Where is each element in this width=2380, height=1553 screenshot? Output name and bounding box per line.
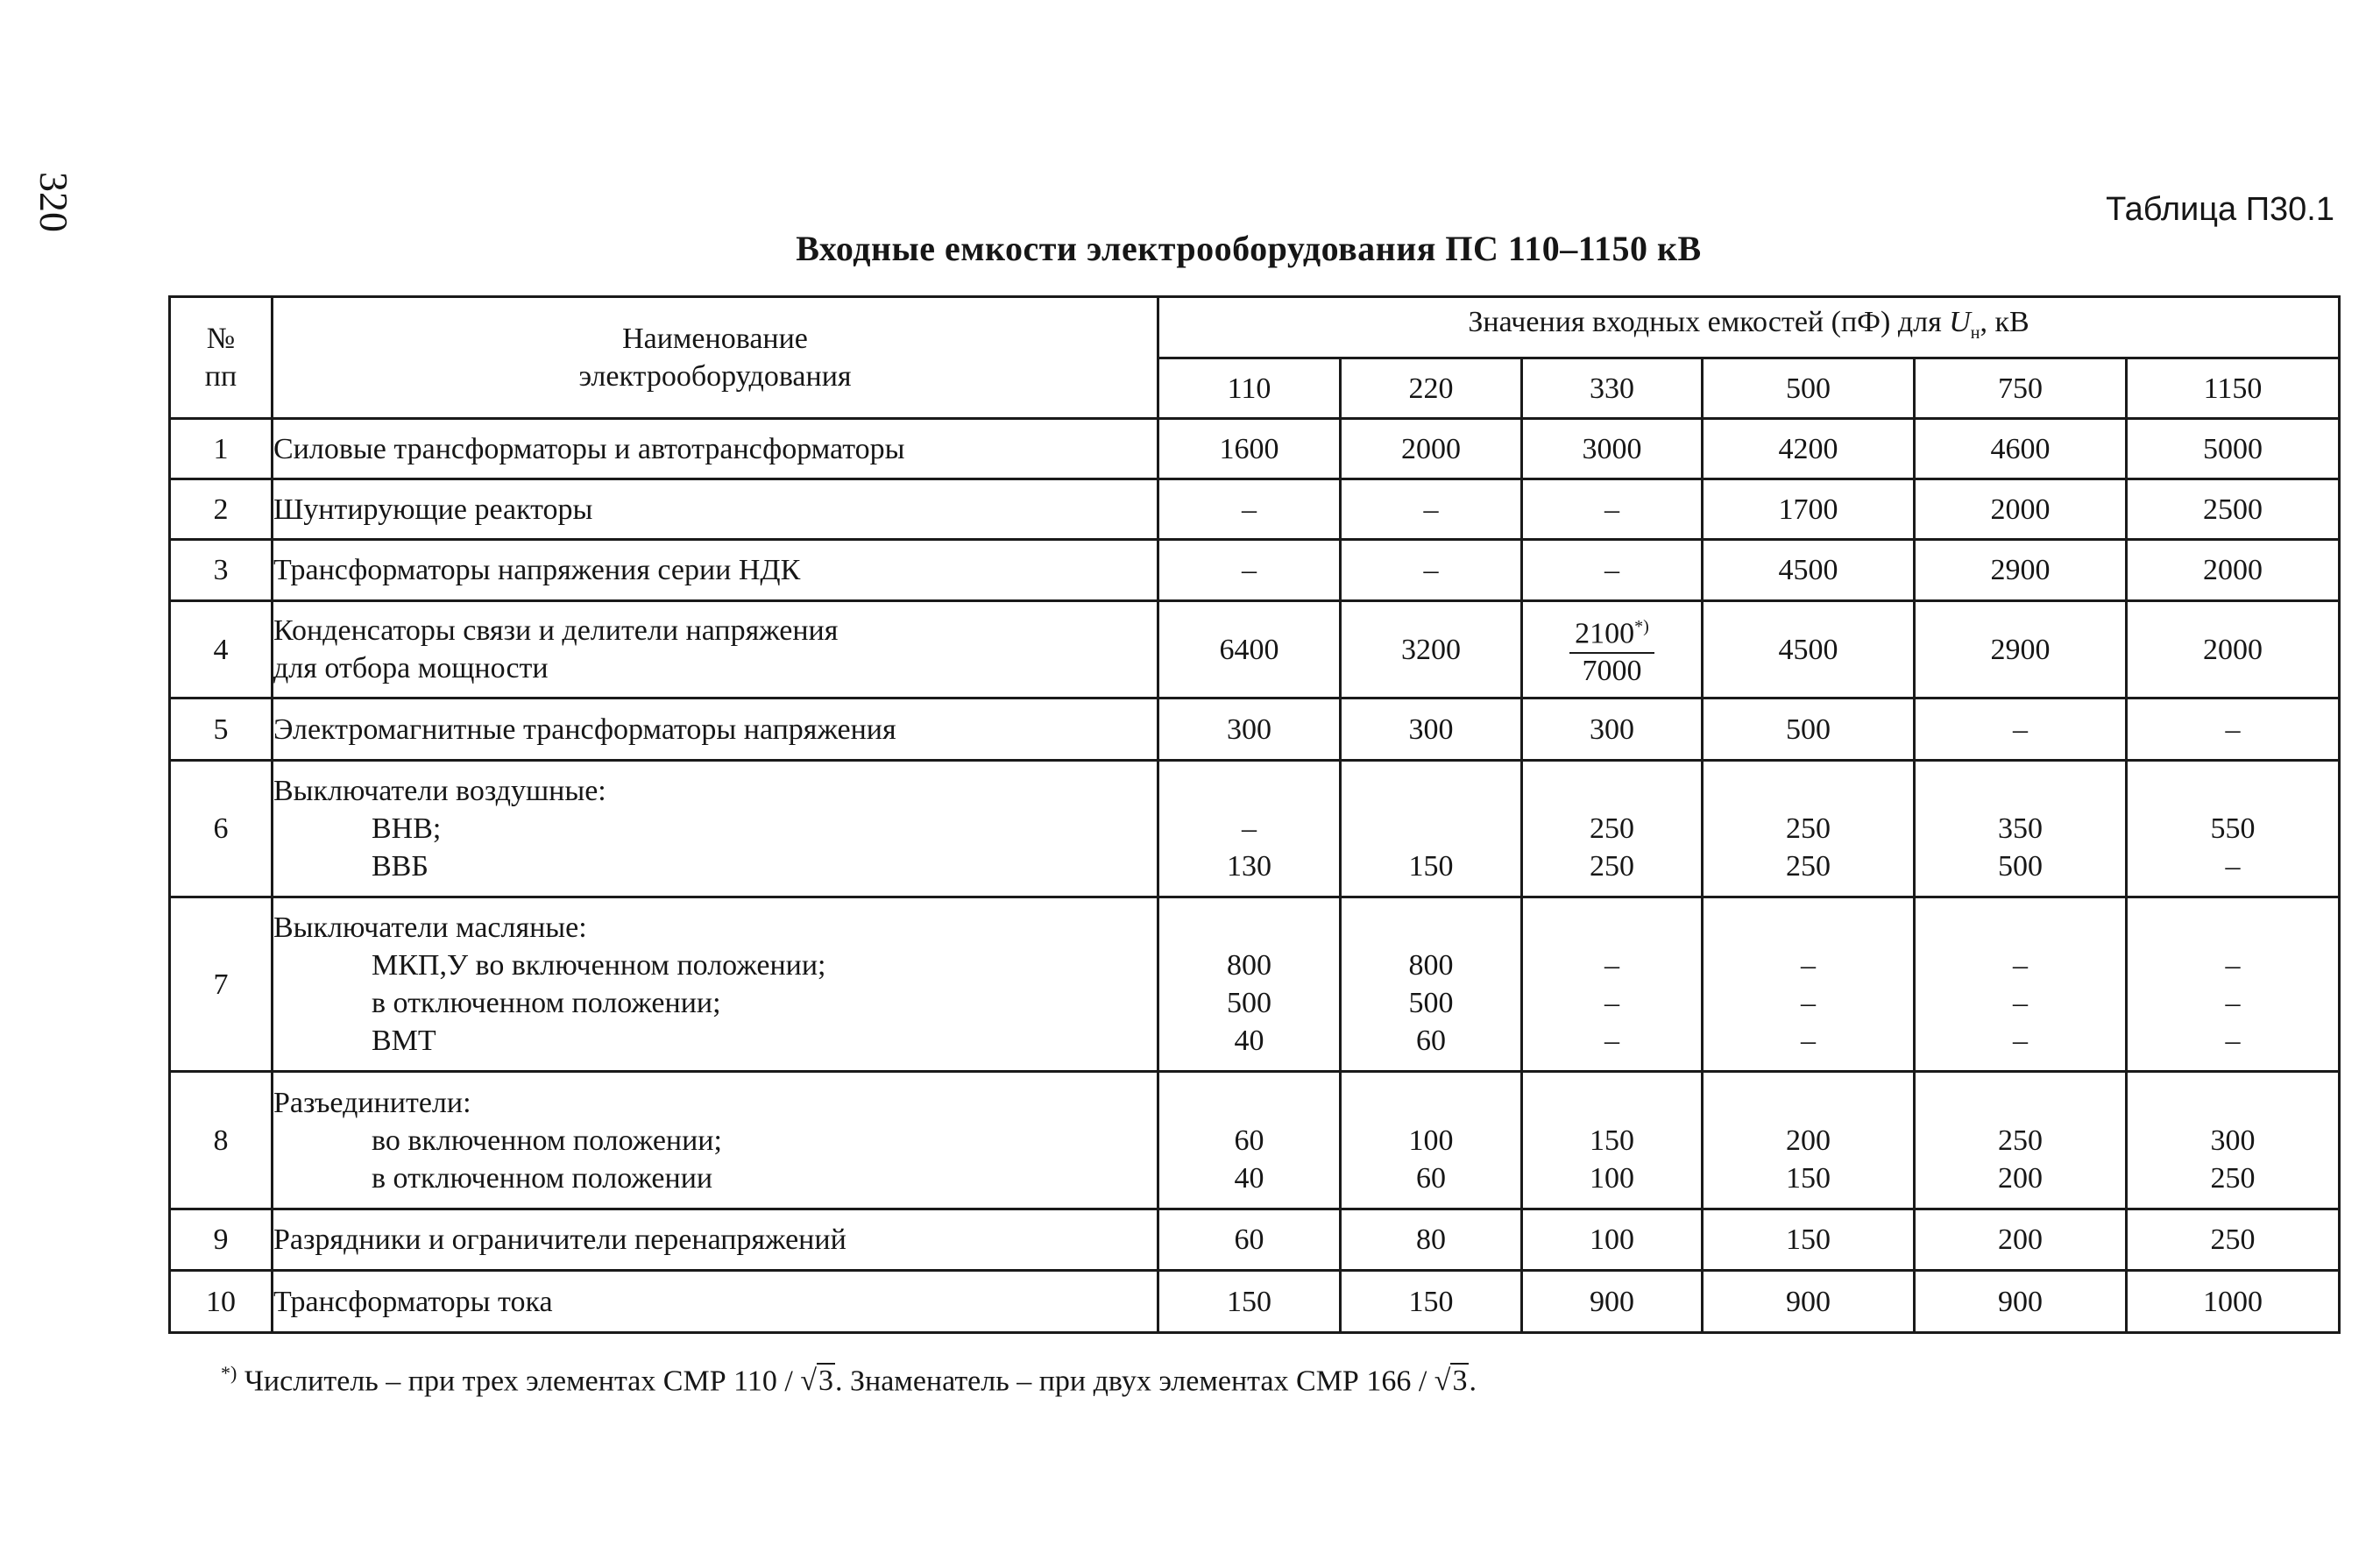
name-line: Электромагнитные трансформаторы напряжения (273, 713, 896, 746)
value-line: – (2225, 850, 2241, 883)
voltage-header: 330 (1522, 358, 1703, 419)
capacitance-value (1158, 761, 1341, 897)
value-line (1523, 909, 1701, 947)
capacitance-value (1522, 419, 1703, 479)
capacitance-value (1522, 540, 1703, 601)
value-line: 500 (1998, 850, 2043, 883)
table-label: Таблица П30.1 (2106, 191, 2334, 228)
name-line: Трансформаторы тока (273, 1285, 553, 1318)
capacitance-value (1341, 761, 1522, 897)
capacitance-value (1341, 601, 1522, 698)
name-line: для отбора мощности (273, 652, 549, 684)
value-line: – (1604, 987, 1619, 1019)
value-line: 6400 (1219, 633, 1279, 666)
value-line: 500 (1227, 987, 1271, 1019)
name-line: Конденсаторы связи и делители напряжения (273, 614, 839, 647)
value-line: 2900 (1990, 633, 2051, 666)
table-row (170, 1209, 2340, 1271)
table-row (170, 419, 2340, 479)
capacitance-value (2127, 419, 2340, 479)
capacitance-value (2127, 761, 2340, 897)
capacitance-value (1522, 601, 1703, 698)
value-line: 1600 (1219, 432, 1279, 465)
equipment-name (273, 419, 1158, 479)
value-line: – (2013, 949, 2028, 982)
equipment-name (273, 1271, 1158, 1333)
capacitance-value (1522, 1072, 1703, 1209)
capacitance-value (1703, 1209, 1915, 1271)
value-line: – (2013, 713, 2028, 746)
value-line: 60 (1234, 1124, 1264, 1157)
value-line: 900 (1590, 1285, 1634, 1318)
capacitance-value (1703, 479, 1915, 540)
value-line: 2900 (1990, 554, 2051, 586)
value-line (1704, 772, 1913, 810)
capacitance-value (1341, 1271, 1522, 1333)
page-number: 320 (32, 172, 76, 232)
capacitance-value (1522, 698, 1703, 761)
value-line (1342, 772, 1520, 810)
fraction-denominator: 7000 (1582, 654, 1642, 687)
capacitance-value (1341, 479, 1522, 540)
value-line: 4500 (1778, 633, 1838, 666)
voltage-header: 750 (1915, 358, 2127, 419)
header-values-caption: Значения входных емкостей (пФ) для $U_н$, кВ (1158, 297, 2340, 358)
value-line: 100 (1590, 1161, 1634, 1195)
value-line: – (1423, 493, 1439, 526)
capacitance-value (1158, 479, 1341, 540)
value-line: 2000 (1990, 493, 2051, 526)
table-row (170, 761, 2340, 897)
row-number: 2 (170, 479, 273, 540)
capacitance-value (1341, 897, 1522, 1072)
value-line: 4200 (1778, 432, 1838, 465)
footnote (221, 1362, 1477, 1398)
table-row (170, 601, 2340, 698)
row-number: 7 (170, 897, 273, 1072)
capacitance-value (1703, 761, 1915, 897)
capacitance-value (1522, 479, 1703, 540)
value-line: 300 (1590, 713, 1634, 746)
table-row (170, 479, 2340, 540)
sub-item: в отключенном положении (372, 1161, 713, 1195)
name-line: Шунтирующие реакторы (273, 493, 593, 526)
capacitance-value (2127, 1072, 2340, 1209)
table-title: Входные емкости электрооборудования ПС 110–1150 кВ (796, 229, 1702, 268)
name-line: Выключатели масляные: (273, 911, 587, 944)
capacitance-value (1341, 1072, 1522, 1209)
footnote-mark: *) (221, 1362, 237, 1384)
value-line: 2500 (2203, 493, 2263, 526)
capacitance-value (1341, 540, 1522, 601)
value-line (1159, 909, 1339, 947)
row-number: 5 (170, 698, 273, 761)
table-row (170, 698, 2340, 761)
value-line: 3200 (1401, 633, 1461, 666)
value-line: – (2225, 1025, 2241, 1057)
sub-item: в отключенном положении; (372, 987, 721, 1019)
value-line: – (1801, 949, 1816, 982)
value-line (1523, 1084, 1701, 1122)
value-line: – (1242, 554, 1257, 586)
value-line: – (1242, 493, 1257, 526)
value-line: 80 (1416, 1223, 1446, 1256)
capacitance-value (1158, 897, 1341, 1072)
value-line: 300 (1227, 713, 1271, 746)
value-line: 800 (1227, 949, 1271, 982)
name-line: Силовые трансформаторы и автотрансформаторы (273, 432, 905, 465)
sub-item: ВНВ; (372, 812, 442, 845)
value-line: 60 (1416, 1025, 1446, 1057)
name-line: Разрядники и ограничители перенапряжений (273, 1223, 846, 1256)
capacitance-value (1341, 1209, 1522, 1271)
value-line: – (1604, 554, 1619, 586)
value-line: – (1242, 812, 1257, 845)
voltage-header: 110 (1158, 358, 1341, 419)
equipment-name (273, 698, 1158, 761)
table-row (170, 1271, 2340, 1333)
value-line (1342, 1084, 1520, 1122)
equipment-name (273, 540, 1158, 601)
capacitance-value (1522, 1209, 1703, 1271)
value-line (1159, 772, 1339, 810)
header-num: № пп (170, 297, 273, 419)
value-line: 2000 (1401, 432, 1461, 465)
value-line (1342, 909, 1520, 947)
row-number: 10 (170, 1271, 273, 1333)
value-line: 550 (2210, 812, 2256, 845)
value-line: 150 (1227, 1285, 1271, 1318)
capacitance-value (1703, 1072, 1915, 1209)
sub-item: ВВБ (372, 850, 429, 883)
capacitance-value (1158, 1072, 1341, 1209)
row-number: 3 (170, 540, 273, 601)
name-line: Выключатели воздушные: (273, 775, 606, 807)
value-line (2128, 772, 2338, 810)
value-line (2128, 1084, 2338, 1122)
value-line (1523, 772, 1701, 810)
capacitance-value (1915, 419, 2127, 479)
row-number: 1 (170, 419, 273, 479)
capacitance-value (2127, 897, 2340, 1072)
value-line: 150 (1408, 850, 1454, 883)
capacitance-value (1703, 601, 1915, 698)
capacitance-value (1915, 1072, 2127, 1209)
value-line: – (1604, 949, 1619, 982)
value-line: 150 (1408, 1285, 1454, 1318)
capacitance-value (1158, 1271, 1341, 1333)
value-line: 60 (1234, 1223, 1264, 1256)
equipment-name (273, 601, 1158, 698)
value-line: – (1801, 987, 1816, 1019)
value-line (1704, 1084, 1913, 1122)
value-line: 100 (1590, 1223, 1634, 1256)
name-line: Разъединители: (273, 1086, 471, 1119)
table-row (170, 1072, 2340, 1209)
capacitance-value (2127, 1209, 2340, 1271)
value-line: 250 (1786, 850, 1831, 883)
voltage-header: 220 (1341, 358, 1522, 419)
sub-item: МКП,У во включенном положении; (372, 949, 826, 982)
value-line: 350 (1998, 812, 2043, 845)
value-line: 500 (1786, 713, 1831, 746)
value-line: 4500 (1778, 554, 1838, 586)
value-line: 130 (1227, 850, 1271, 883)
value-line: 300 (1408, 713, 1454, 746)
footnote-text-1: Числитель – при трех элементах СМР 110 / (237, 1365, 801, 1398)
equipment-name (273, 897, 1158, 1072)
capacitance-table (168, 295, 2341, 1334)
sub-item: ВМТ (372, 1025, 436, 1057)
value-line: 200 (1998, 1223, 2043, 1256)
equipment-name (273, 1209, 1158, 1271)
value-line: 150 (1590, 1124, 1634, 1157)
row-number: 6 (170, 761, 273, 897)
equipment-name (273, 1072, 1158, 1209)
capacitance-value (1522, 1271, 1703, 1333)
numerator-text: 2100 (1575, 617, 1635, 650)
row-number: 9 (170, 1209, 273, 1271)
capacitance-value (1703, 540, 1915, 601)
value-line: – (2225, 713, 2241, 746)
capacitance-value (1915, 601, 2127, 698)
value-line: – (1604, 493, 1619, 526)
value-line: 900 (1786, 1285, 1831, 1318)
capacitance-value (1915, 1271, 2127, 1333)
fraction-numerator (1569, 609, 1654, 653)
capacitance-value (1341, 698, 1522, 761)
capacitance-value (1158, 698, 1341, 761)
header-name: Наименование электрооборудования (273, 297, 1158, 419)
value-line (1159, 1084, 1339, 1122)
sqrt-symbol: √3 (800, 1365, 833, 1398)
capacitance-value (1703, 1271, 1915, 1333)
capacitance-value (1703, 419, 1915, 479)
row-number: 4 (170, 601, 273, 698)
capacitance-value (1522, 897, 1703, 1072)
table-row (170, 897, 2340, 1072)
capacitance-value (1341, 419, 1522, 479)
capacitance-value (1915, 1209, 2127, 1271)
value-line (1916, 909, 2125, 947)
value-line: – (2013, 987, 2028, 1019)
name-line: Трансформаторы напряжения серии НДК (273, 554, 801, 586)
value-line (1916, 1084, 2125, 1122)
capacitance-value (1703, 897, 1915, 1072)
value-line: 5000 (2203, 432, 2263, 465)
value-line: – (2225, 987, 2241, 1019)
value-line: – (1423, 554, 1439, 586)
value-line: 500 (1408, 987, 1454, 1019)
value-line: 150 (1786, 1161, 1831, 1195)
capacitance-value (2127, 1271, 2340, 1333)
value-line: 100 (1408, 1124, 1454, 1157)
sub-item: во включенном положении; (372, 1124, 722, 1157)
value-line (1916, 772, 2125, 810)
value-line: – (2225, 949, 2241, 982)
capacitance-value (2127, 540, 2340, 601)
value-line (1342, 810, 1520, 847)
value-line: 250 (1590, 812, 1634, 845)
value-line: 40 (1234, 1025, 1264, 1057)
value-line: 150 (1786, 1223, 1831, 1256)
capacitance-value (1915, 698, 2127, 761)
voltage-header: 500 (1703, 358, 1915, 419)
value-line: 800 (1408, 949, 1454, 982)
fraction-value (1569, 609, 1654, 688)
footnote-ref: *) (1634, 617, 1649, 637)
capacitance-value (1158, 419, 1341, 479)
value-line: 250 (1590, 850, 1634, 883)
capacitance-value (1703, 698, 1915, 761)
value-line: 300 (2210, 1124, 2256, 1157)
value-line (2128, 909, 2338, 947)
capacitance-value (1915, 479, 2127, 540)
value-line (1704, 909, 1913, 947)
value-line: 200 (1998, 1161, 2043, 1195)
row-number: 8 (170, 1072, 273, 1209)
value-line: – (1801, 1025, 1816, 1057)
value-line: – (1604, 1025, 1619, 1057)
value-line: 900 (1998, 1285, 2043, 1318)
value-line: 250 (2210, 1223, 2256, 1256)
capacitance-value (1915, 761, 2127, 897)
equipment-name (273, 479, 1158, 540)
value-line: 1000 (2203, 1285, 2263, 1318)
value-line: 250 (1786, 812, 1831, 845)
value-line: 60 (1416, 1161, 1446, 1195)
sqrt-symbol: √3 (1434, 1365, 1468, 1398)
capacitance-value (1915, 897, 2127, 1072)
capacitance-value (2127, 479, 2340, 540)
value-line: 2000 (2203, 554, 2263, 586)
value-line: 200 (1786, 1124, 1831, 1157)
capacitance-value (2127, 698, 2340, 761)
value-line: 40 (1234, 1161, 1264, 1195)
capacitance-value (1158, 540, 1341, 601)
value-line: 250 (1998, 1124, 2043, 1157)
voltage-header: 1150 (2127, 358, 2340, 419)
value-line: – (2013, 1025, 2028, 1057)
footnote-text-3: . (1469, 1365, 1477, 1398)
table-row (170, 540, 2340, 601)
capacitance-value (1915, 540, 2127, 601)
value-line: 3000 (1582, 432, 1642, 465)
capacitance-value (1522, 761, 1703, 897)
equipment-name (273, 761, 1158, 897)
capacitance-value (1158, 601, 1341, 698)
capacitance-value (2127, 601, 2340, 698)
value-line: 4600 (1990, 432, 2051, 465)
value-line: 250 (2210, 1161, 2256, 1195)
value-line: 2000 (2203, 633, 2263, 666)
capacitance-value (1158, 1209, 1341, 1271)
value-line: 1700 (1778, 493, 1838, 526)
footnote-text-2: . Знаменатель – при двух элементах СМР 166 / (834, 1365, 1434, 1398)
